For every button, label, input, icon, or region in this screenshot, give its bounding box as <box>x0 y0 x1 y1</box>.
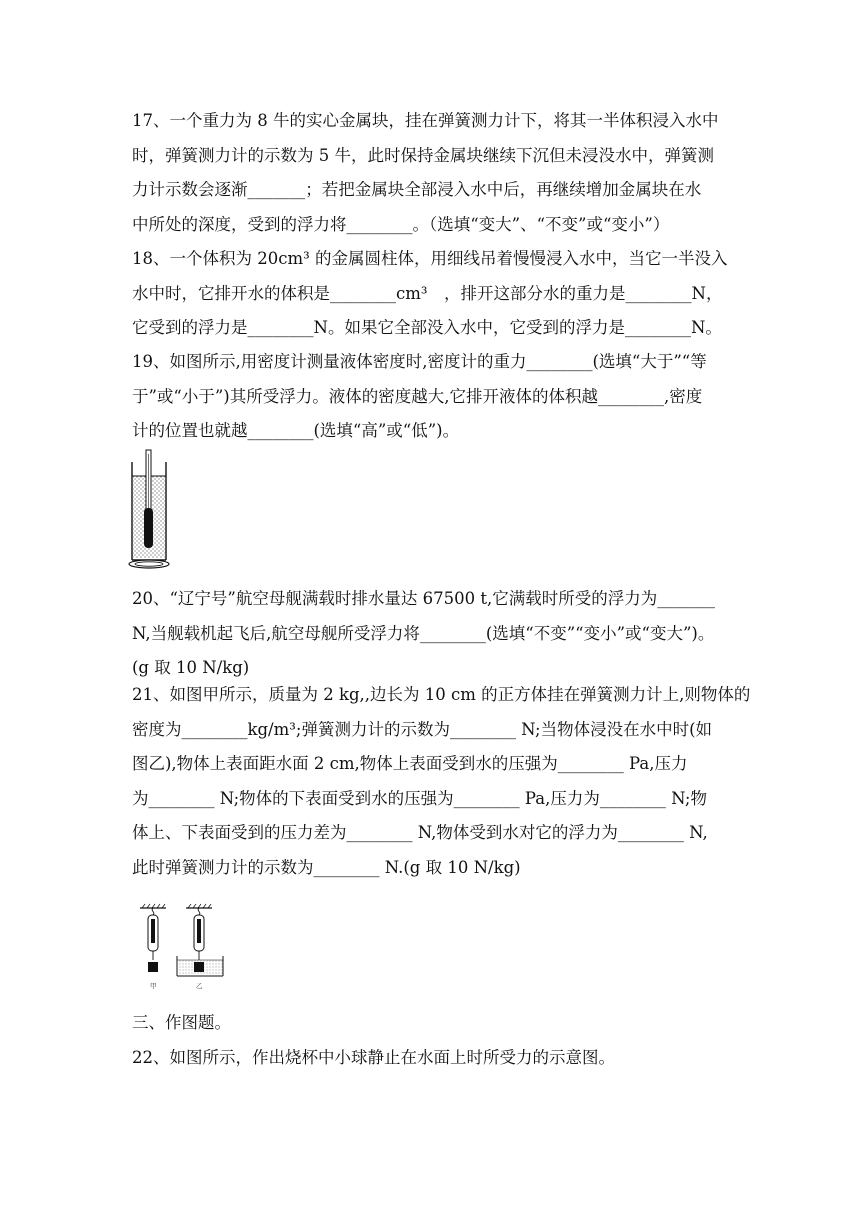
question-17-line: 时，弹簧测力计的示数为 5 牛，此时保持金属块继续下沉但未浸没水中，弹簧测 <box>132 145 714 165</box>
question-21-line: 21、如图甲所示，质量为 2 kg,,边长为 10 cm 的正方体挂在弹簧测力计上,则物体的 <box>132 685 751 704</box>
scale-b <box>177 904 223 990</box>
question-18-line: 18、一个体积为 20cm³ 的金属圆柱体，用细线吊着慢慢浸入水中，当它一半没入 <box>132 249 728 268</box>
hydrometer-figure <box>128 448 172 574</box>
question-21-line: 密度为________kg/m³;弹簧测力计的示数为________ N;当物体浸没在水中时(如 <box>132 719 713 739</box>
section-title: 三、作图题。 <box>132 1013 231 1032</box>
figure-label-a: 甲 <box>150 982 157 990</box>
question-18 <box>132 242 732 346</box>
question-21-line: 体上、下表面受到的压力差为________ N,物体受到水对它的浮力为________ N, <box>132 823 708 842</box>
spring-scale-figure <box>134 900 230 992</box>
question-17-line: 中所处的深度，受到的浮力将________。（选填“变大”、“不变”或“变小”） <box>132 214 670 234</box>
question-20-line: 20、“辽宁号”航空母舰满载时排水量达 67500 t,它满载时所受的浮力为_______ <box>132 589 715 608</box>
question-20-line: (g 取 10 N/kg) <box>132 658 250 677</box>
question-19-line: 19、如图所示,用密度计测量液体密度时,密度计的重力________(选填“大于”“等 <box>132 352 707 371</box>
question-19-line: 于”或“小于”)其所受浮力。液体的密度越大,它排开液体的体积越________,密度 <box>132 386 703 406</box>
question-17-line: 力计示数会逐渐_______；若把金属块全部浸入水中后，再继续增加金属块在水 <box>132 180 702 199</box>
figure-label-b: 乙 <box>196 982 203 990</box>
question-20 <box>132 582 732 686</box>
scale-a <box>140 904 166 990</box>
question-19-line: 计的位置也就越________(选填“高”或“低”)。 <box>132 421 460 440</box>
question-17 <box>132 104 732 242</box>
question-21-line: 图乙),物体上表面距水面 2 cm,物体上表面受到水的压强为________ Pa,压力 <box>132 754 688 773</box>
question-17-line: 17、一个重力为 8 牛的实心金属块，挂在弹簧测力计下，将其一半体积浸入水中 <box>132 111 719 130</box>
question-19 <box>132 345 732 449</box>
question-22: 22、如图所示，作出烧杯中小球静止在水面上时所受力的示意图。 <box>132 1048 615 1067</box>
question-21-line: 此时弹簧测力计的示数为________ N.(g 取 10 N/kg) <box>132 857 521 877</box>
question-21-line: 为________ N;物体的下表面受到水的压强为________ Pa,压力为________ N;物 <box>132 788 707 808</box>
question-20-line: N,当舰载机起飞后,航空母舰所受浮力将________(选填“不变”“变小”或“变大”)。 <box>132 623 715 643</box>
question-21 <box>132 678 751 885</box>
question-18-line: 水中时，它排开水的体积是________cm³ ，排开这部分水的重力是________N， <box>132 283 723 303</box>
question-18-line: 它受到的浮力是________N。如果它全部没入水中，它受到的浮力是________N。 <box>132 318 722 337</box>
